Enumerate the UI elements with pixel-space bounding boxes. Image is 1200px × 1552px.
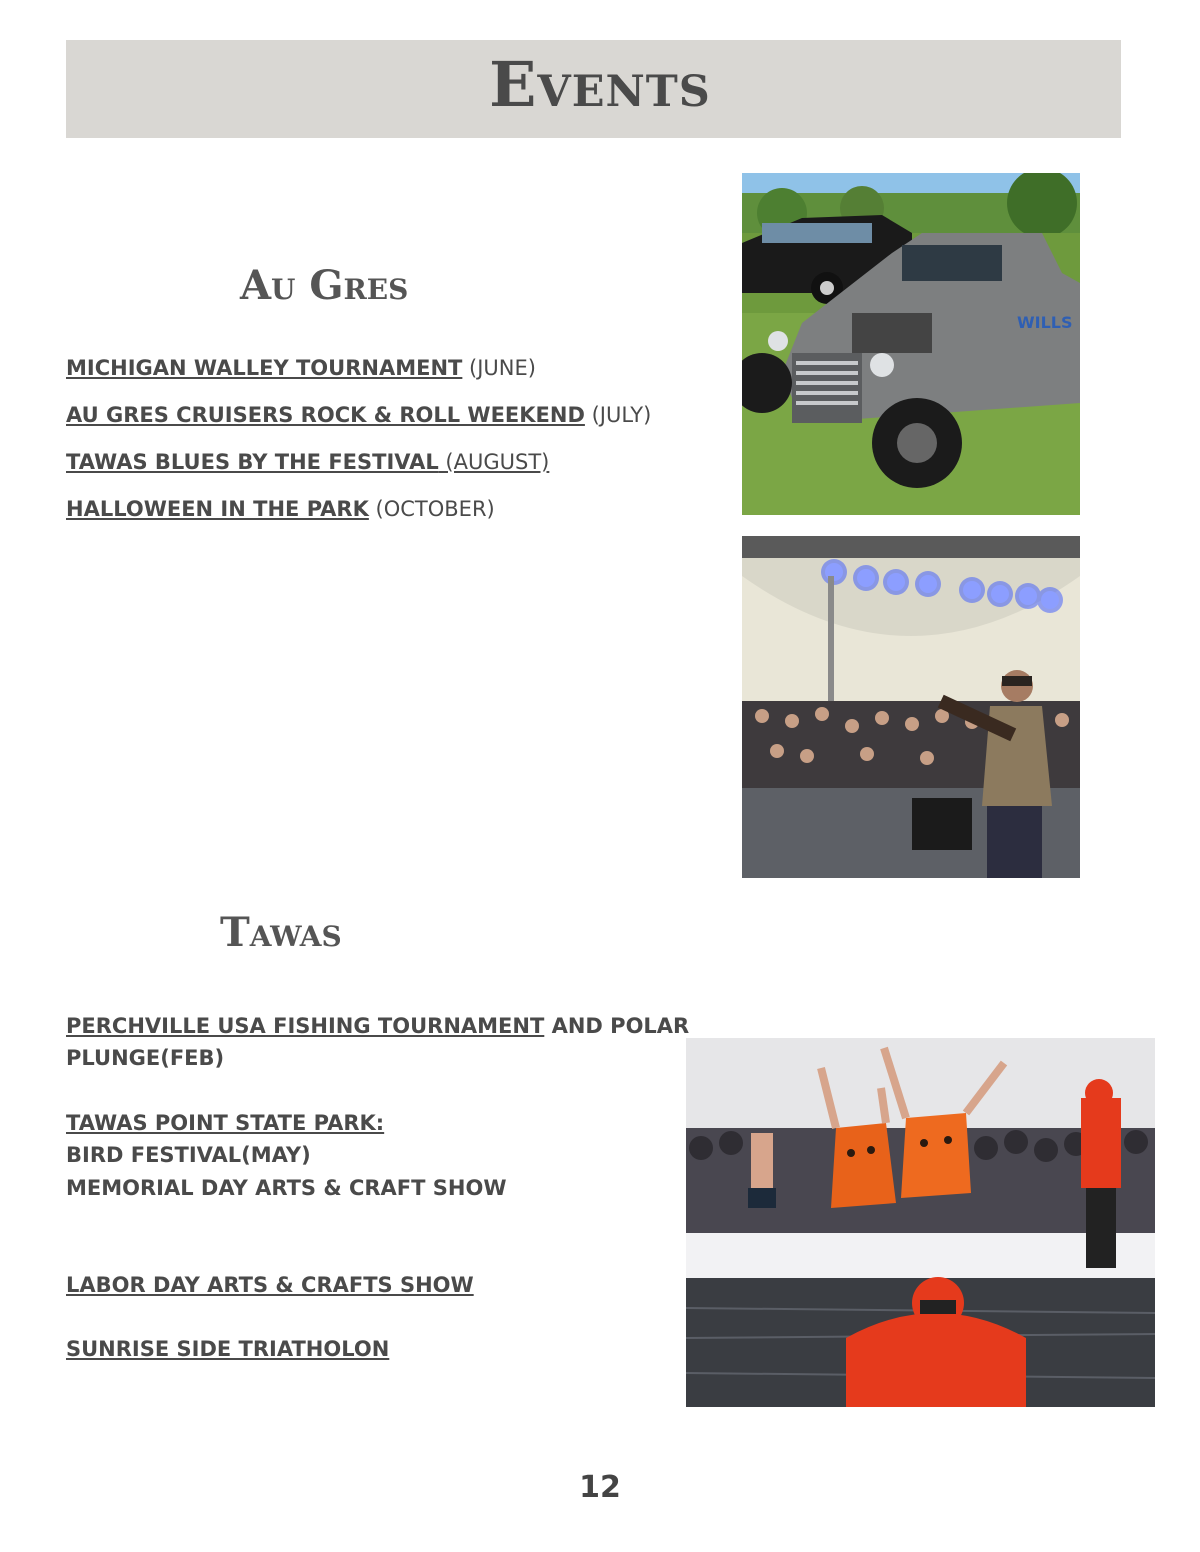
event-state-park-link[interactable]: TAWAS POINT STATE PARK: — [66, 1111, 385, 1135]
au-gres-heading: Au Gres — [240, 262, 409, 309]
event-perchville-link[interactable]: PERCHVILLE USA FISHING TOURNAMENT — [66, 1014, 545, 1038]
event-blues-month-link[interactable]: (AUGUST) — [438, 450, 550, 474]
event-memorial-day: MEMORIAL DAY ARTS & CRAFT SHOW — [66, 1176, 507, 1200]
event-triathlon-link[interactable]: SUNRISE SIDE TRIATHOLON — [66, 1337, 390, 1361]
event-walley — [66, 352, 536, 384]
event-blues — [66, 446, 549, 478]
event-blues-link[interactable]: TAWAS BLUES BY THE FESTIVAL — [66, 450, 439, 474]
event-walley-link[interactable]: MICHIGAN WALLEY TOURNAMENT — [66, 356, 463, 380]
event-halloween-link[interactable]: HALLOWEEN IN THE PARK — [66, 497, 369, 521]
event-perchville-rest: AND POLAR — [544, 1014, 690, 1038]
event-cruisers-link[interactable]: AU GRES CRUISERS ROCK & ROLL WEEKEND — [66, 403, 585, 427]
polar-plunge-photo — [686, 1038, 1155, 1407]
event-perchville-line2: PLUNGE(FEB) — [66, 1046, 225, 1070]
event-cruisers-month: (JULY) — [584, 403, 652, 427]
event-labor-day-link[interactable]: LABOR DAY ARTS & CRAFTS SHOW — [66, 1273, 474, 1297]
page-title: Events — [489, 48, 711, 121]
event-cruisers — [66, 399, 651, 431]
event-state-park — [66, 1107, 384, 1139]
event-halloween-month: (OCTOBER) — [368, 497, 495, 521]
event-walley-month: (JUNE) — [462, 356, 536, 380]
event-labor-day — [66, 1269, 474, 1301]
event-triathlon — [66, 1333, 389, 1365]
page-number: 12 — [579, 1470, 621, 1505]
concert-photo — [742, 536, 1080, 878]
car-show-photo — [742, 173, 1080, 515]
event-perchville — [66, 1010, 689, 1042]
car-badge-text: WILLS — [1017, 313, 1073, 332]
tawas-heading: Tawas — [220, 909, 342, 956]
event-bird-festival: BIRD FESTIVAL(MAY) — [66, 1143, 311, 1167]
event-halloween — [66, 493, 495, 525]
